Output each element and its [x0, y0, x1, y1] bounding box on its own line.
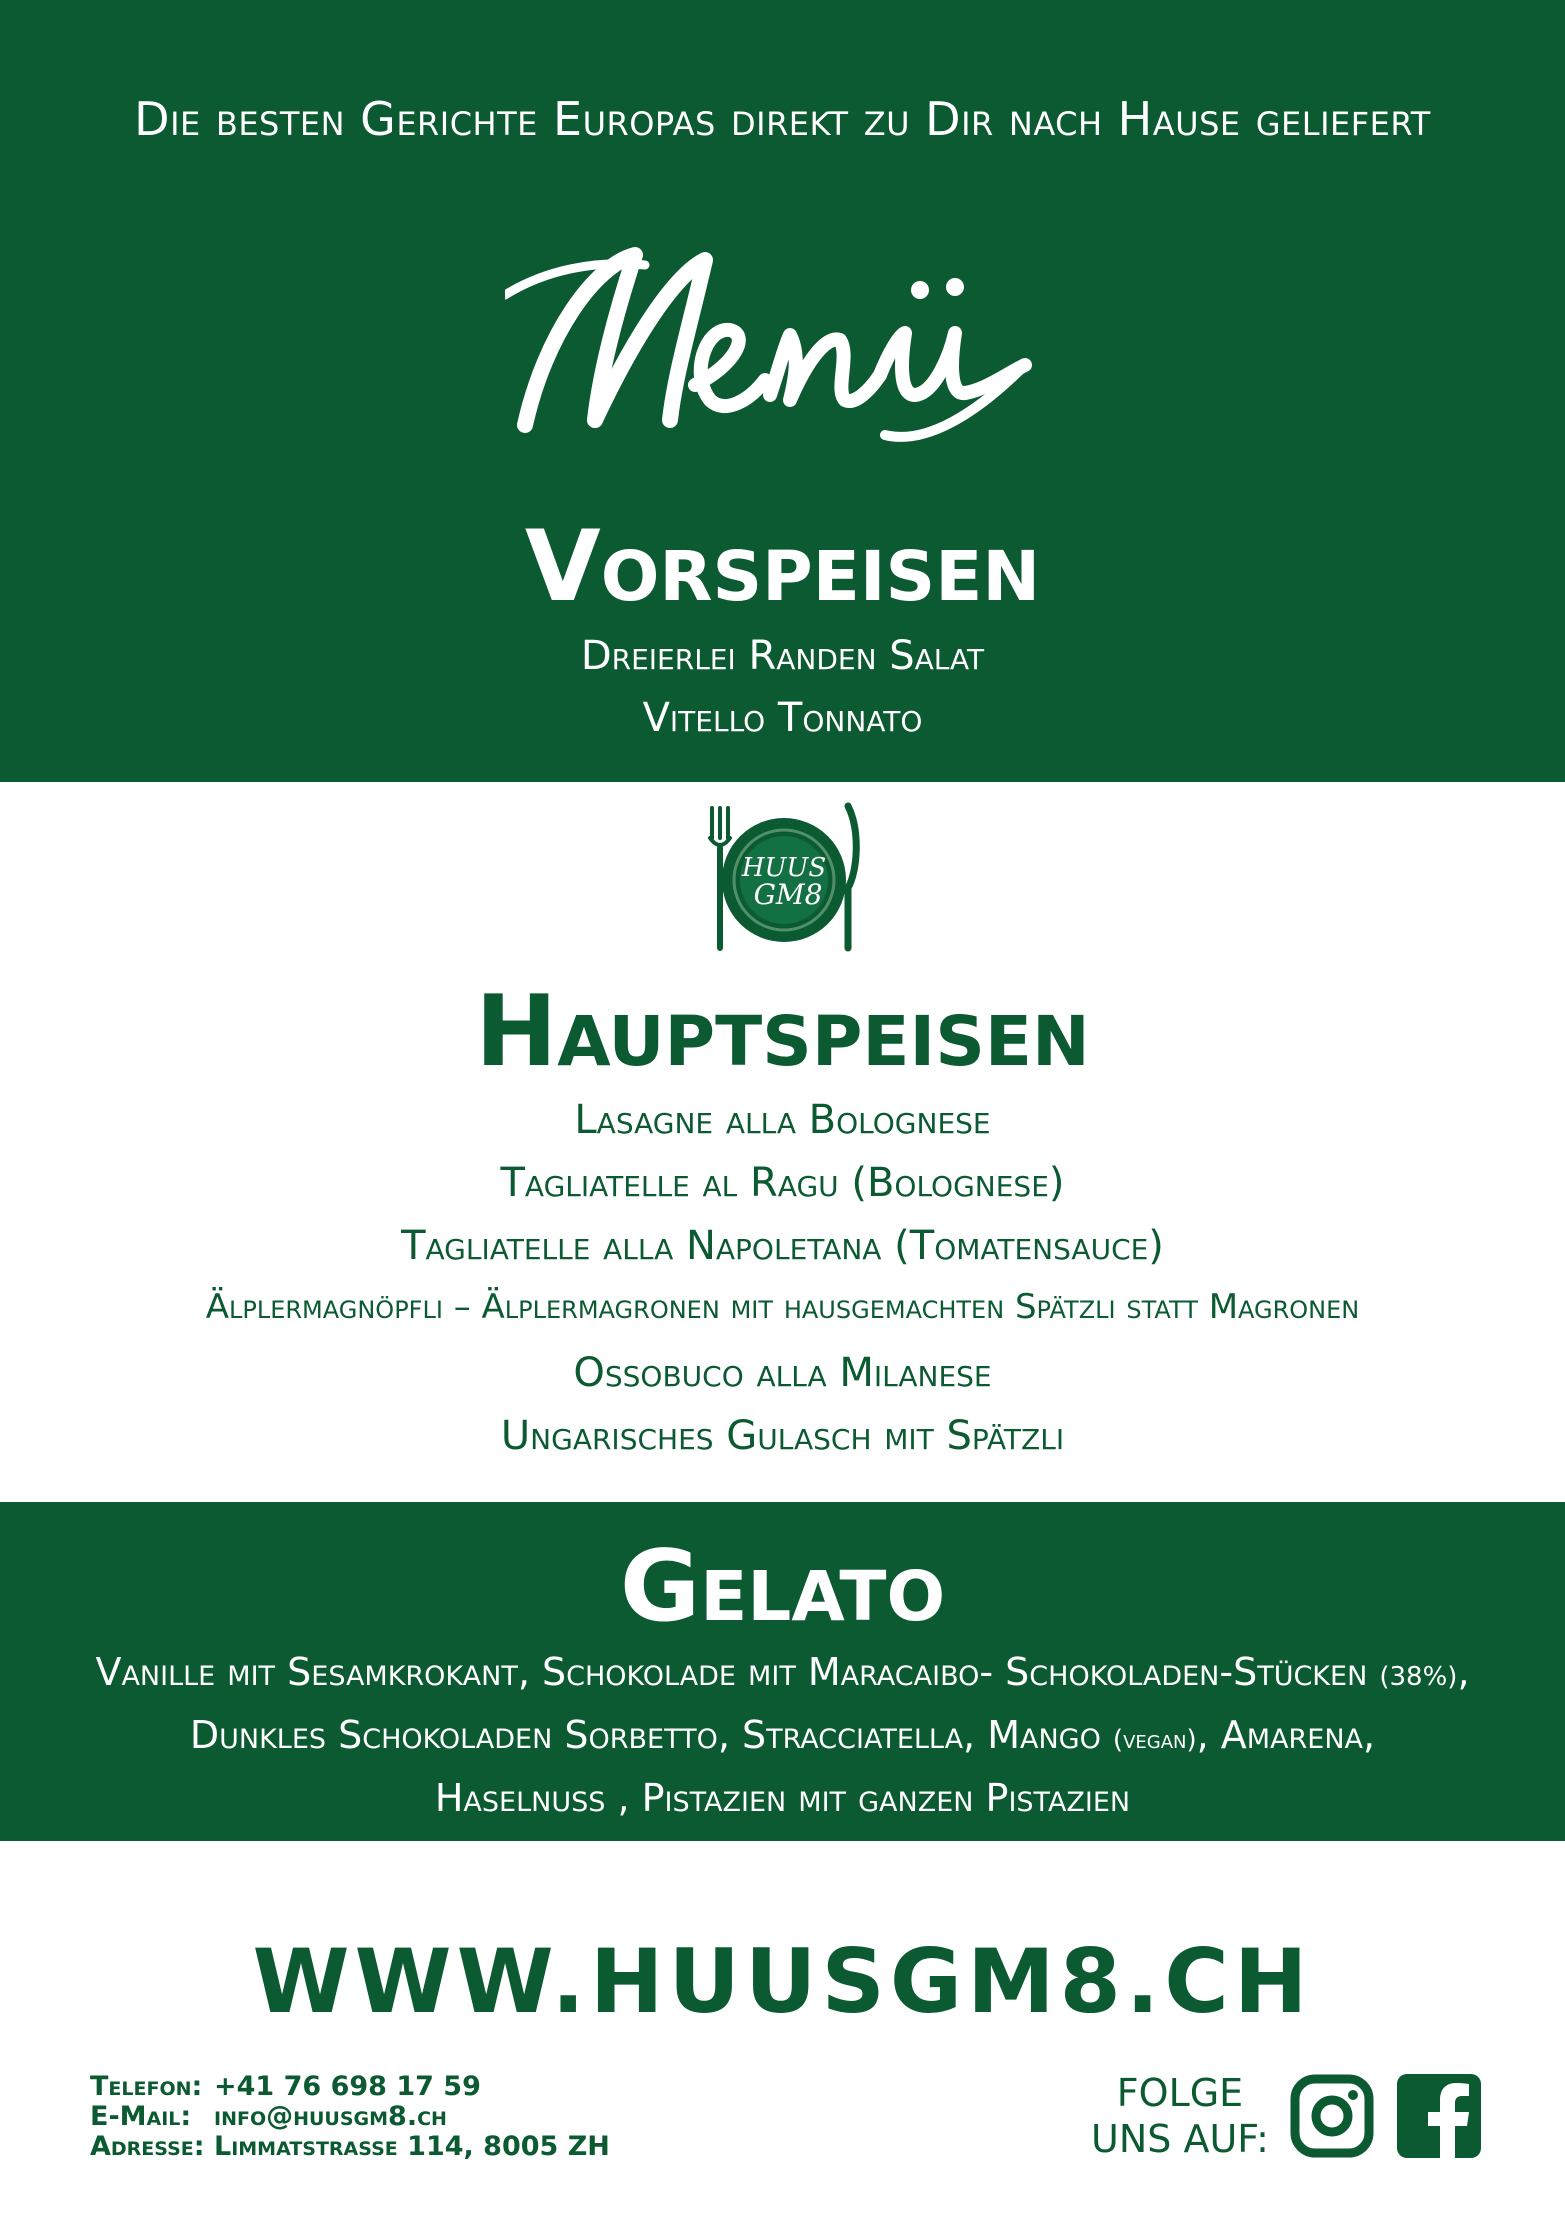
- email-address[interactable]: info@huusgm8.ch: [214, 2101, 447, 2132]
- instagram-icon[interactable]: [1290, 2074, 1374, 2158]
- address-label: Adresse:: [90, 2131, 205, 2162]
- gelato-line-2: [0, 1713, 1565, 1757]
- address-text: Limmatstrasse 114, 8005 ZH: [214, 2131, 610, 2162]
- contact-address-row: [90, 2132, 610, 2162]
- hauptspeisen-item: Tagliatelle alla Napoletana (Tomatensauce): [401, 1223, 1164, 1269]
- gelato-text: ,: [1457, 1650, 1470, 1694]
- contact-block: [90, 2072, 610, 2162]
- gelato-title: Gelato: [619, 1530, 946, 1644]
- gelato-text: Vanille mit Sesamkrokant, Schokolade mit Maracaibo- Schokoladen-Stücken: [95, 1650, 1380, 1694]
- gelato-line-3: Haselnuss , Pistazien mit ganzen Pistazien: [434, 1776, 1131, 1820]
- phone-label: Telefon:: [90, 2071, 203, 2102]
- tagline: Die besten Gerichte Europas direkt zu Dir nach Hause geliefert: [134, 92, 1431, 146]
- hauptspeisen-item: Tagliatelle al Ragu (Bolognese): [500, 1160, 1065, 1206]
- hauptspeisen-item: Ossobuco alla Milanese: [573, 1350, 992, 1396]
- follow-us-label: [1090, 2070, 1270, 2162]
- hauptspeisen-title: Hauptspeisen: [475, 975, 1090, 1089]
- gelato-line-1: [0, 1650, 1565, 1694]
- follow-line-2: UNS AUF:: [1091, 2117, 1269, 2161]
- logo-text-line1: HUUS: [741, 853, 827, 883]
- restaurant-logo: [700, 800, 865, 955]
- hauptspeisen-item: Lasagne alla Bolognese: [574, 1097, 991, 1143]
- vorspeisen-title: Vorspeisen: [524, 510, 1041, 624]
- email-label: E-Mail:: [90, 2101, 192, 2132]
- website-link[interactable]: WWW.HUUSGM8.CH: [252, 1930, 1313, 2033]
- follow-line-1: FOLGE: [1116, 2071, 1244, 2115]
- contact-phone-row: [90, 2072, 610, 2102]
- gelato-text: Dunkles Schokoladen Sorbetto, Stracciatella, Mango: [189, 1713, 1113, 1757]
- phone-number[interactable]: +41 76 698 17 59: [214, 2071, 481, 2102]
- logo-text-line2: GM8: [753, 878, 823, 911]
- contact-email-row: [90, 2102, 610, 2132]
- vorspeisen-item: Dreierlei Randen Salat: [580, 633, 985, 679]
- facebook-icon[interactable]: [1397, 2074, 1481, 2158]
- gelato-small-text: (38%): [1379, 1662, 1458, 1692]
- vorspeisen-item: Vitello Tonnato: [642, 695, 923, 741]
- gelato-small-text: (vegan): [1112, 1725, 1197, 1755]
- hauptspeisen-item: Ungarisches Gulasch mit Spätzli: [500, 1413, 1065, 1459]
- menu-script-title: [505, 215, 1065, 455]
- gelato-text: , Amarena,: [1196, 1713, 1376, 1757]
- hauptspeisen-item: Älplermagnöpfli – Älplermagronen mit hausgemachten Spätzli statt Magronen: [205, 1287, 1360, 1327]
